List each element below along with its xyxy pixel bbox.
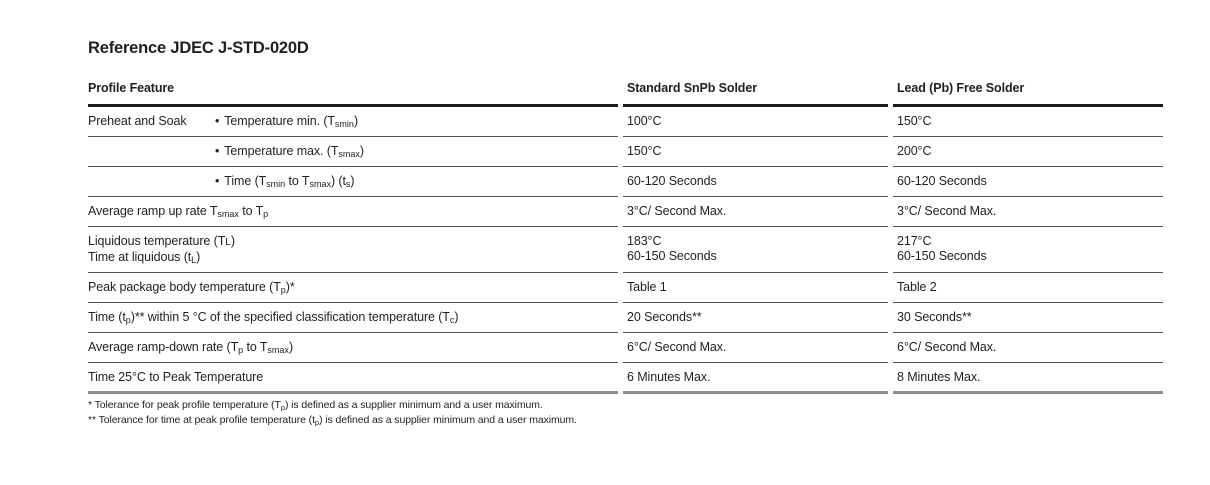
- subscript-text: p: [238, 345, 244, 355]
- bullet-icon: •: [215, 114, 220, 128]
- header-standard-snpb-solder: Standard SnPb Solder: [623, 80, 888, 107]
- value-line: 30 Seconds**: [897, 310, 972, 324]
- value-line: 3°C/ Second Max.: [897, 204, 997, 218]
- snpb-value-cell: [623, 167, 888, 197]
- pbfree-value-cell: [893, 167, 1163, 197]
- subscript-text: p: [314, 418, 320, 427]
- table-row: [88, 333, 1163, 363]
- subscript-text: p: [280, 403, 285, 412]
- table-row: [88, 227, 1163, 273]
- value-line: Table 2: [897, 280, 937, 294]
- row-group-label: [88, 144, 215, 160]
- snpb-value-cell: [623, 303, 888, 333]
- subscript-text: smax: [338, 149, 360, 159]
- subscript-text: L: [191, 255, 197, 265]
- feature-line: Liquidous temperature (TL): [88, 234, 235, 248]
- snpb-value-cell: [623, 227, 888, 273]
- subscript-text: smax: [267, 345, 289, 355]
- subscript-text: p: [263, 209, 269, 219]
- bullet-item: • Temperature max. (Tsmax): [215, 144, 364, 159]
- profile-feature-cell: [88, 333, 618, 363]
- footnotes: [88, 398, 577, 428]
- profile-feature-cell: [88, 197, 618, 227]
- pbfree-value-cell: [893, 363, 1163, 394]
- reflow-profile-table: [83, 80, 1168, 394]
- feature-line: Time at liquidous (tL): [88, 250, 201, 265]
- snpb-value-cell: [623, 137, 888, 167]
- pbfree-value-cell: [893, 303, 1163, 333]
- feature-line: Average ramp-down rate (Tp to Tsmax): [88, 340, 294, 355]
- feature-line: Time (tp)** within 5 °C of the specified classification temperature (Tc): [88, 310, 459, 325]
- header-profile-feature: Profile Feature: [88, 80, 618, 107]
- profile-feature-cell: [88, 137, 618, 167]
- value-line: 150°C: [627, 144, 662, 158]
- pbfree-value-cell: [893, 137, 1163, 167]
- footnote-single-asterisk: * Tolerance for peak profile temperature (Tp) is defined as a supplier minimum and a user maximum.: [88, 399, 543, 412]
- value-line: 200°C: [897, 144, 932, 158]
- table-row: [88, 273, 1163, 303]
- page-title: Reference JDEC J-STD-020D: [88, 39, 309, 57]
- subscript-text: p: [280, 285, 286, 295]
- table-row: [88, 363, 1163, 394]
- subscript-text: c: [449, 315, 455, 325]
- snpb-value-cell: [623, 107, 888, 137]
- pbfree-value-cell: [893, 107, 1163, 137]
- bullet-icon: •: [215, 174, 220, 188]
- header-lead-free-solder: Lead (Pb) Free Solder: [893, 80, 1163, 107]
- value-line: 60-150 Seconds: [897, 249, 987, 263]
- feature-line: Average ramp up rate Tsmax to Tp: [88, 204, 269, 219]
- value-line: 60-150 Seconds: [627, 249, 717, 263]
- value-line: 100°C: [627, 114, 662, 128]
- table-header-row: [88, 80, 1163, 107]
- pbfree-value-cell: [893, 273, 1163, 303]
- snpb-value-cell: [623, 363, 888, 394]
- pbfree-value-cell: [893, 197, 1163, 227]
- feature-line: Peak package body temperature (Tp)*: [88, 280, 295, 295]
- pbfree-value-cell: [893, 333, 1163, 363]
- bullet-item: • Time (Tsmin to Tsmax) (ts): [215, 174, 355, 189]
- row-group-label: [88, 174, 215, 190]
- subscript-text: smin: [334, 119, 354, 129]
- value-line: 3°C/ Second Max.: [627, 204, 727, 218]
- value-line: 217°C: [897, 234, 932, 248]
- bullet-icon: •: [215, 144, 220, 158]
- subscript-text: smin: [266, 179, 286, 189]
- value-line: 183°C: [627, 234, 662, 248]
- value-line: Table 1: [627, 280, 667, 294]
- table-row: [88, 107, 1163, 137]
- table-row: [88, 197, 1163, 227]
- profile-feature-cell: [88, 107, 618, 137]
- subscript-text: smax: [309, 179, 331, 189]
- profile-feature-cell: [88, 273, 618, 303]
- value-line: 60-120 Seconds: [627, 174, 717, 188]
- table-row: [88, 303, 1163, 333]
- bullet-item: • Temperature min. (Tsmin): [215, 114, 359, 129]
- value-line: 6 Minutes Max.: [627, 370, 711, 384]
- pbfree-value-cell: [893, 227, 1163, 273]
- smallcap-text: L: [225, 237, 231, 248]
- value-line: 8 Minutes Max.: [897, 370, 981, 384]
- profile-feature-cell: [88, 167, 618, 197]
- value-line: 6°C/ Second Max.: [627, 340, 727, 354]
- snpb-value-cell: [623, 273, 888, 303]
- value-line: 6°C/ Second Max.: [897, 340, 997, 354]
- value-line: 20 Seconds**: [627, 310, 702, 324]
- footnote-double-asterisk: ** Tolerance for time at peak profile temperature (tp) is defined as a supplier minimum and a user maximum.: [88, 414, 577, 427]
- table-row: [88, 167, 1163, 197]
- subscript-text: smax: [217, 209, 239, 219]
- subscript-text: s: [345, 179, 351, 189]
- row-group-label: Preheat and Soak: [88, 114, 187, 128]
- subscript-text: p: [125, 315, 131, 325]
- profile-feature-cell: [88, 227, 618, 273]
- table-row: [88, 137, 1163, 167]
- value-line: 60-120 Seconds: [897, 174, 987, 188]
- profile-feature-cell: [88, 303, 618, 333]
- snpb-value-cell: [623, 333, 888, 363]
- value-line: 150°C: [897, 114, 932, 128]
- profile-feature-cell: [88, 363, 618, 394]
- snpb-value-cell: [623, 197, 888, 227]
- feature-line: Time 25°C to Peak Temperature: [88, 370, 264, 384]
